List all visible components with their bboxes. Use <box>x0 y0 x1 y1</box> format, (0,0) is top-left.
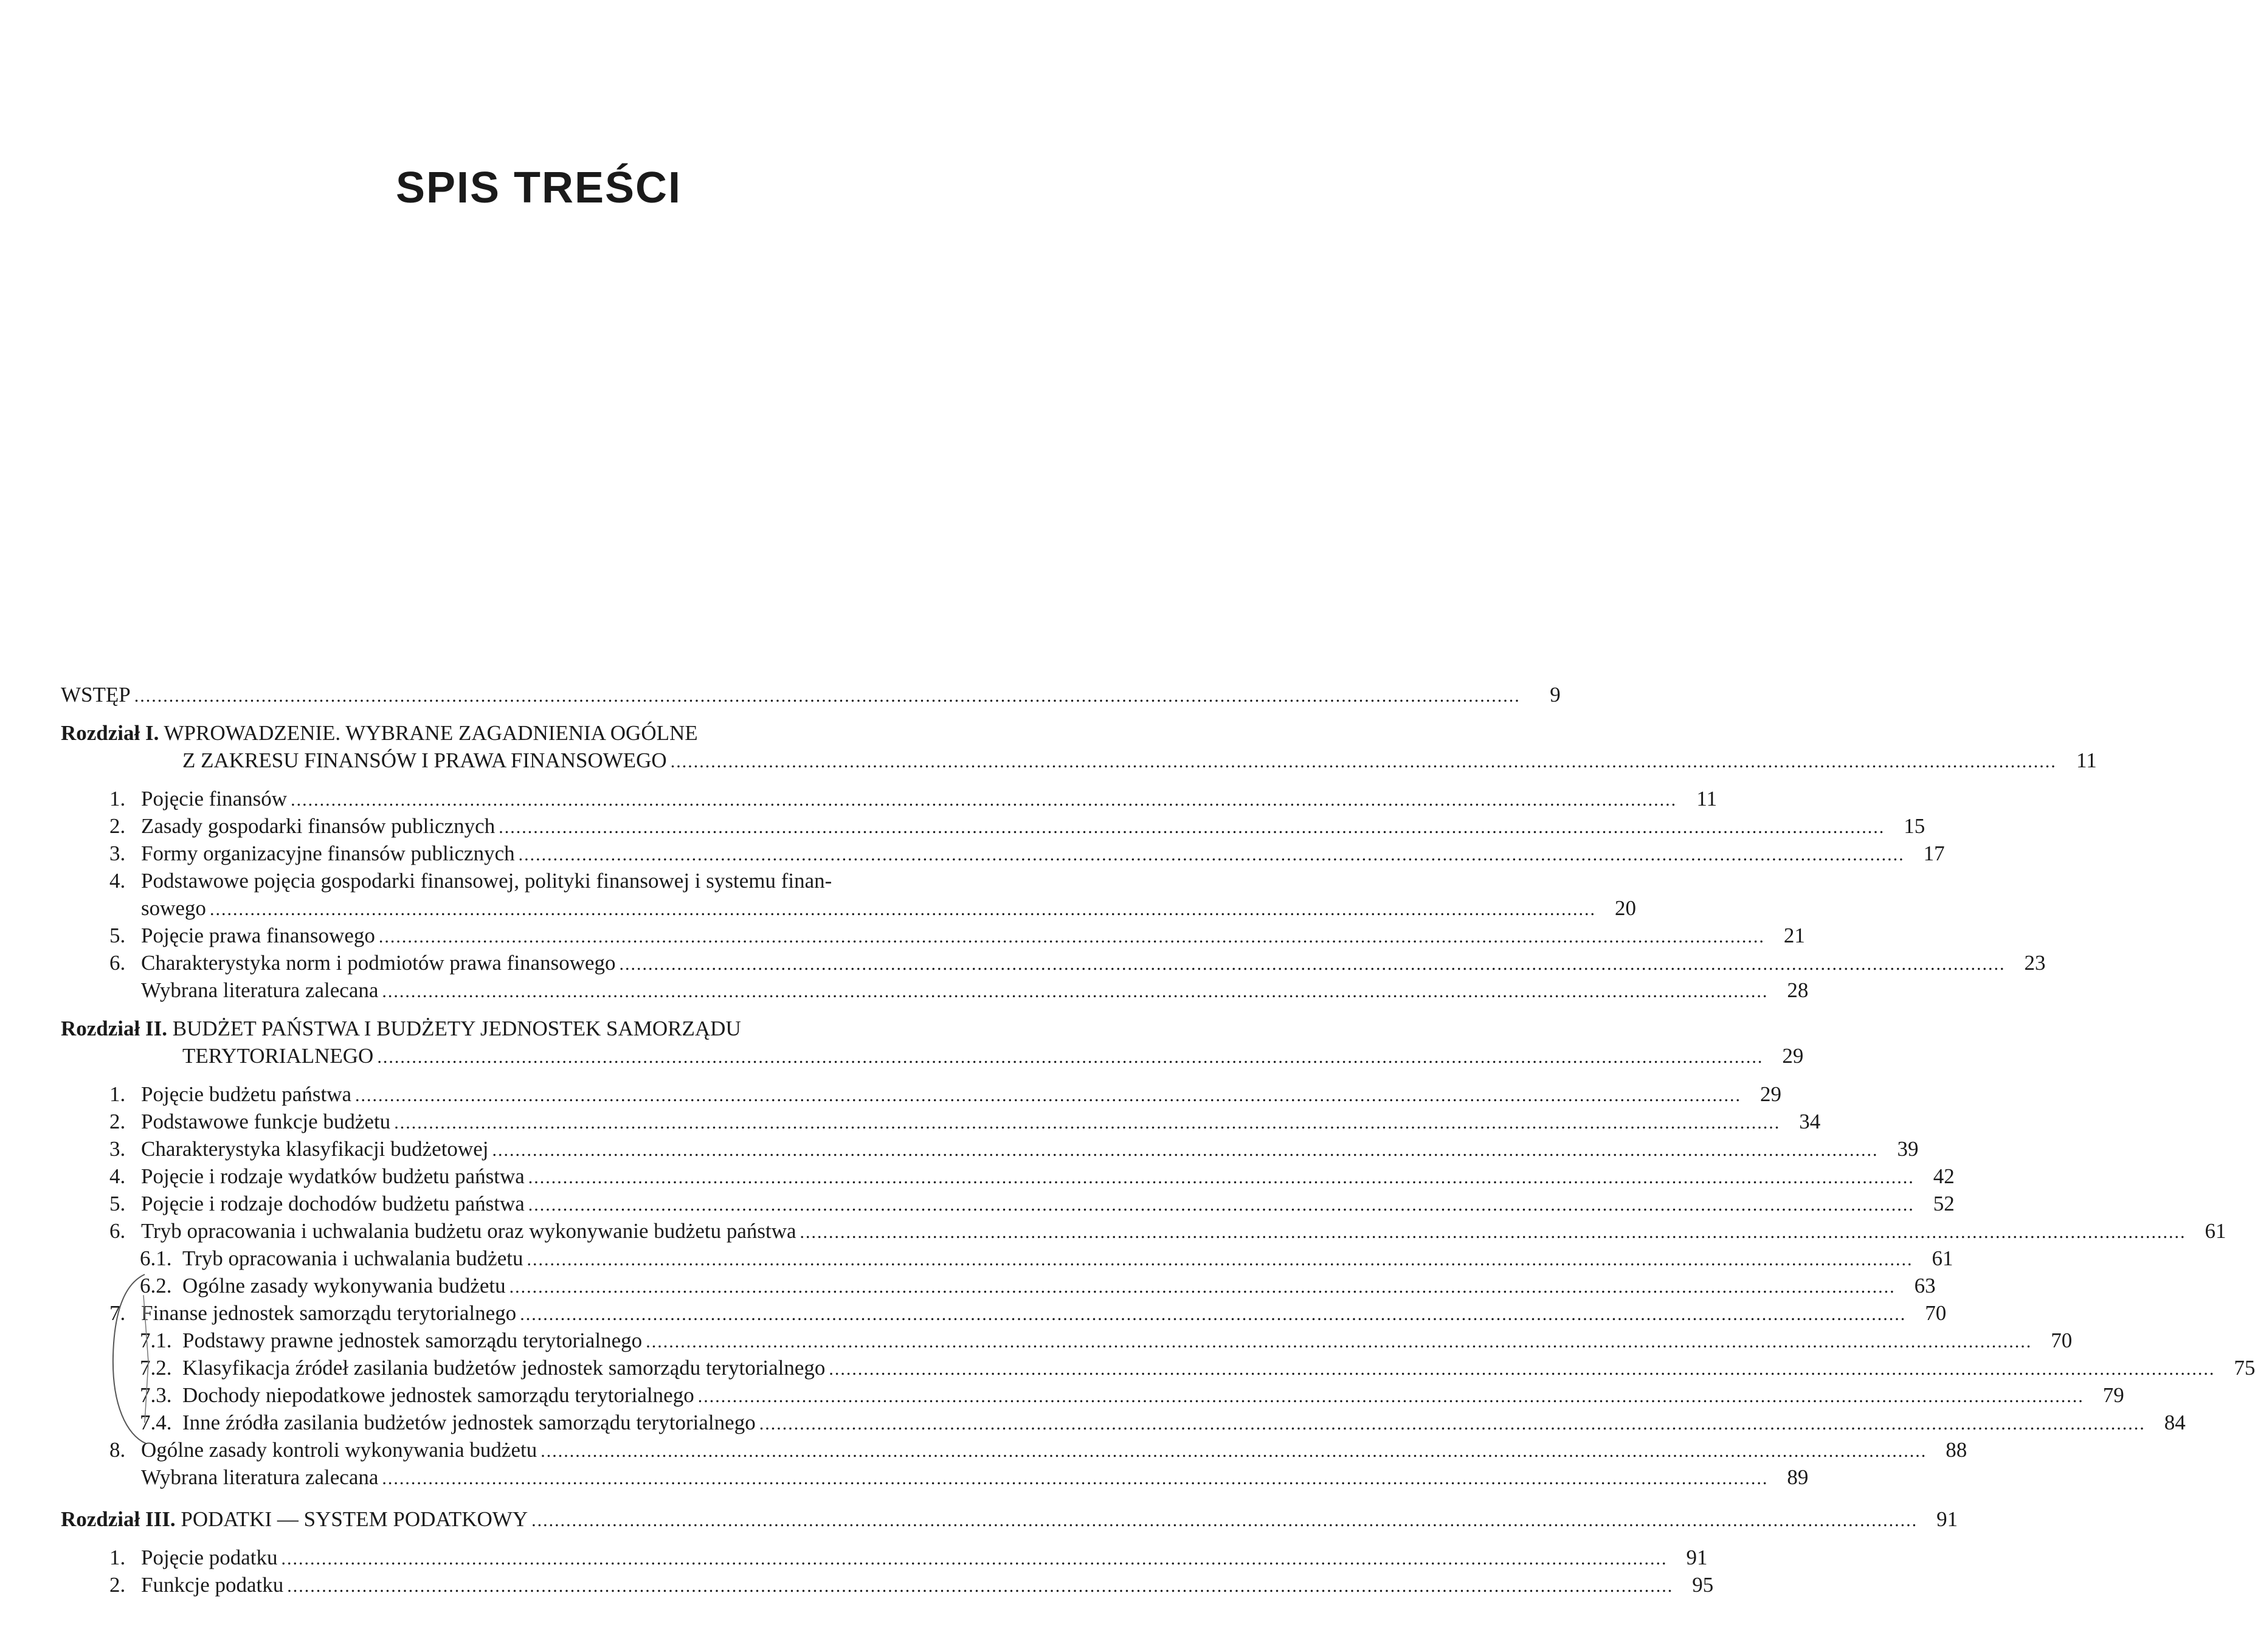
dot-leader <box>527 1246 1913 1273</box>
entry-text: Inne źródła zasilania budżetów jednostek samorządu terytorialnego <box>182 1411 756 1434</box>
entry-page: 15 <box>1904 814 1925 838</box>
entry-text: Pojęcie budżetu państwa <box>141 1082 352 1106</box>
entry-page: 91 <box>1936 1507 1958 1531</box>
toc-entry <box>61 1217 2226 1245</box>
chapter-title-line-2: TERYTORIALNEGO <box>182 1044 374 1068</box>
entry-number: 8. <box>109 1438 126 1462</box>
chapter-title-line-1: BUDŻET PAŃSTWA I BUDŻETY JEDNOSTEK SAMORZĄDU <box>172 1017 741 1040</box>
entry-text: sowego <box>141 896 206 920</box>
entry-page: 61 <box>1932 1246 1953 1270</box>
entry-page: 79 <box>2102 1383 2124 1407</box>
entry-number: 7.2. <box>140 1356 172 1380</box>
entry-text: Wybrana literatura zalecana <box>141 978 379 1002</box>
entry-page: 91 <box>1686 1546 1708 1569</box>
dot-leader <box>210 896 1596 923</box>
dot-leader <box>134 682 1521 710</box>
entry-text: Pojęcie i rodzaje wydatków budżetu państwa <box>141 1164 525 1188</box>
entry-number: 7.1. <box>140 1329 172 1352</box>
entry-number: 6.2. <box>140 1274 172 1298</box>
dot-leader <box>291 786 1677 814</box>
entry-number: 7.4. <box>140 1411 172 1434</box>
entry-text: Klasyfikacja źródeł zasilania budżetów jednostek samorządu terytorialnego <box>182 1356 826 1380</box>
entry-text: Wybrana literatura zalecana <box>141 1465 379 1489</box>
dot-leader <box>382 978 1768 1005</box>
entry-text: Formy organizacyjne finansów publicznych <box>141 842 515 865</box>
dot-leader <box>759 1410 2146 1437</box>
entry-page: 61 <box>2205 1219 2226 1243</box>
dot-leader <box>379 923 1765 950</box>
entry-number: 7. <box>109 1301 126 1325</box>
entry-page: 11 <box>2076 748 2097 772</box>
entry-number: 6. <box>109 951 126 975</box>
entry-page: 70 <box>2051 1329 2073 1352</box>
entry-number: 7.3. <box>140 1383 172 1407</box>
toc-subentry <box>61 1409 2186 1436</box>
entry-text: Tryb opracowania i uchwalania budżetu <box>182 1246 523 1270</box>
entry-number: 2. <box>109 1110 126 1133</box>
entry-page: 23 <box>2024 951 2046 975</box>
toc-entry <box>61 949 2046 976</box>
toc-entry <box>61 1571 1714 1598</box>
toc-entry <box>61 1464 1809 1491</box>
dot-leader <box>620 950 2006 978</box>
entry-text: Tryb opracowania i uchwalania budżetu oraz wykonywanie budżetu państwa <box>141 1219 796 1243</box>
entry-text: Charakterystyka klasyfikacji budżetowej <box>141 1137 489 1161</box>
entry-text: Podstawy prawne jednostek samorządu terytorialnego <box>182 1329 643 1352</box>
dot-leader <box>377 1043 1763 1071</box>
toc-subentry <box>61 1327 2073 1354</box>
entry-page: 75 <box>2234 1356 2255 1380</box>
entry-text: Ogólne zasady kontroli wykonywania budżetu <box>141 1438 537 1462</box>
entry-page: 17 <box>1923 842 1945 865</box>
chapter-label: Rozdział III. <box>61 1507 176 1531</box>
toc-subentry <box>61 1245 1953 1272</box>
dot-leader <box>540 1437 1927 1465</box>
entry-page: 88 <box>1946 1438 1967 1462</box>
toc-entry <box>61 1544 1708 1571</box>
toc-entry <box>61 840 1945 867</box>
entry-text: WSTĘP <box>61 683 131 707</box>
entry-page: 52 <box>1933 1192 1955 1215</box>
toc-entry <box>61 1190 1955 1217</box>
page-title: SPIS TREŚCI <box>395 164 682 212</box>
dot-leader <box>382 1465 1768 1492</box>
entry-number: 3. <box>109 1137 126 1161</box>
toc-entry <box>61 1080 1782 1108</box>
entry-page: 20 <box>1614 896 1636 920</box>
dot-leader <box>492 1136 1878 1164</box>
entry-number: 1. <box>109 787 126 810</box>
entry-number: 6. <box>109 1219 126 1243</box>
entry-page: 39 <box>1897 1137 1919 1161</box>
dot-leader <box>800 1218 2186 1246</box>
dot-leader <box>698 1383 2084 1410</box>
toc-subentry <box>61 1381 2124 1409</box>
chapter-title-line-2: Z ZAKRESU FINANSÓW I PRAWA FINANSOWEGO <box>182 748 667 772</box>
dot-leader <box>287 1572 1673 1600</box>
entry-text: Pojęcie prawa finansowego <box>141 924 375 947</box>
dot-leader <box>519 841 1905 868</box>
entry-number: 6.1. <box>140 1246 172 1270</box>
entry-page: 63 <box>1914 1274 1936 1298</box>
toc-subentry <box>61 1272 1936 1299</box>
entry-text: Funkcje podatku <box>141 1573 284 1597</box>
dot-leader <box>528 1164 1915 1191</box>
entry-text: Charakterystyka norm i podmiotów prawa finansowego <box>141 951 616 975</box>
table-of-contents <box>61 681 2255 1598</box>
toc-entry <box>61 867 962 894</box>
entry-text: Ogólne zasady wykonywania budżetu <box>182 1274 506 1298</box>
entry-number: 3. <box>109 842 126 865</box>
entry-text: Pojęcie finansów <box>141 787 288 810</box>
entry-page: 29 <box>1782 1044 1804 1068</box>
dot-leader <box>520 1301 1906 1328</box>
entry-number: 4. <box>109 869 126 893</box>
dot-leader <box>531 1507 1918 1534</box>
entry-text: Pojęcie i rodzaje dochodów budżetu państwa <box>141 1192 525 1215</box>
dot-leader <box>528 1191 1915 1218</box>
toc-entry <box>61 1108 1821 1135</box>
entry-number: 1. <box>109 1546 126 1569</box>
entry-text: Podstawowe pojęcia gospodarki finansowej, polityki finansowej i systemu finan- <box>141 869 832 893</box>
dot-leader <box>829 1355 2215 1383</box>
chapter-title-line-1: WPROWADZENIE. WYBRANE ZAGADNIENIA OGÓLNE <box>164 721 698 745</box>
entry-page: 34 <box>1799 1110 1821 1133</box>
dot-leader <box>355 1082 1741 1109</box>
toc-entry <box>61 1163 1955 1190</box>
entry-number: 5. <box>109 1192 126 1215</box>
chapter-title-line-1: PODATKI — SYSTEM PODATKOWY <box>181 1507 528 1531</box>
toc-subentry <box>61 1354 2255 1381</box>
entry-number: 5. <box>109 924 126 947</box>
dot-leader <box>509 1273 1896 1301</box>
chapter-label: Rozdział II. <box>61 1017 167 1040</box>
chapter-2-heading <box>61 1015 1804 1070</box>
toc-entry <box>61 976 1809 1004</box>
entry-page: 11 <box>1696 787 1718 810</box>
chapter-label: Rozdział I. <box>61 721 159 745</box>
toc-entry <box>61 1436 1967 1464</box>
chapter-1-heading <box>61 719 2097 774</box>
entry-number: 2. <box>109 1573 126 1597</box>
toc-entry <box>61 1135 1919 1163</box>
toc-entry <box>61 812 1925 840</box>
toc-entry <box>61 785 1718 812</box>
dot-leader <box>671 748 2057 775</box>
entry-number: 2. <box>109 814 126 838</box>
dot-leader <box>394 1109 1780 1136</box>
entry-page: 89 <box>1787 1465 1809 1489</box>
entry-number: 1. <box>109 1082 126 1106</box>
chapter-3-heading <box>61 1505 1958 1533</box>
dot-leader <box>281 1545 1668 1572</box>
entry-text: Finanse jednostek samorządu terytorialnego <box>141 1301 517 1325</box>
toc-entry <box>61 1299 1947 1327</box>
entry-page: 21 <box>1783 924 1805 947</box>
entry-page: 95 <box>1692 1573 1714 1597</box>
dot-leader <box>499 814 1885 841</box>
entry-page: 9 <box>1550 683 1561 707</box>
entry-text: Pojęcie podatku <box>141 1546 278 1569</box>
entry-page: 42 <box>1933 1164 1955 1188</box>
entry-page: 29 <box>1760 1082 1782 1106</box>
toc-entry <box>61 922 1805 949</box>
entry-text: Dochody niepodatkowe jednostek samorządu terytorialnego <box>182 1383 694 1407</box>
dot-leader <box>646 1328 2032 1355</box>
entry-text: Podstawowe funkcje budżetu <box>141 1110 391 1133</box>
entry-page: 70 <box>1925 1301 1947 1325</box>
entry-number: 4. <box>109 1164 126 1188</box>
entry-text: Zasady gospodarki finansów publicznych <box>141 814 496 838</box>
entry-page: 84 <box>2164 1411 2186 1434</box>
entry-page: 28 <box>1787 978 1809 1002</box>
toc-entry-wstep <box>61 681 1561 708</box>
toc-entry-continuation <box>61 894 1636 922</box>
